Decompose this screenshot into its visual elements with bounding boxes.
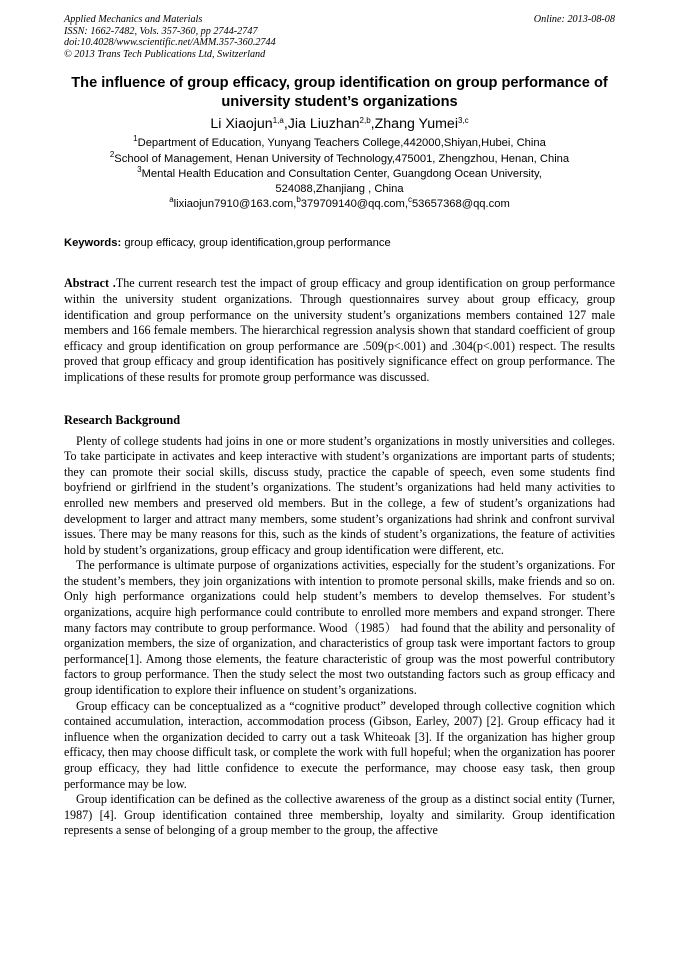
keywords-text: group efficacy, group identification,group performance [124,237,391,250]
paper-page [64,14,615,839]
affiliation-line [64,164,615,182]
email-address: lixiaojun7910@163.com, [173,198,297,211]
author-name: Zhang Yumei [374,116,458,133]
section-heading: Research Background [64,412,181,427]
abstract-text: The current research test the impact of group efficacy and group identification on group performance within the university student organizations. Through questionnaires survey about group efficacy, group identification and group performance on the university student’s organizations members contained 127 male members and 166 female members. The hierarchical regression analysis shown that standard coefficient of group efficacy and group identification on group performance are .509(p<.001) and .304(p<.001) respect. The results proved that group efficacy and group identification has positively significance effect on group performance. The implications of these results for promote group performance was discussed. [64,276,615,384]
email-superscript: b [296,195,301,205]
affiliation-superscript: 2 [109,149,115,159]
email-address: 53657368@qq.com [411,198,510,211]
keywords-label: Keywords: [64,237,122,250]
email-superscript: a [169,195,174,205]
keywords [64,236,615,250]
affiliation-superscript: 1 [133,134,138,144]
affiliation-text: 524088,Zhanjiang , China [275,182,404,195]
affiliation-text: Mental Health Education and Consultation Center, Guangdong Ocean University, [141,167,542,180]
abstract-label: Abstract . [64,276,116,291]
email-line [64,197,615,212]
journal-header [64,14,615,60]
author-superscript: 1,a [272,116,284,126]
author-name: Jia Liuzhan [287,116,360,133]
journal-doi: doi:10.4028/www.scientific.net/AMM.357-360.2744 [64,37,276,49]
body-paragraph: The performance is ultimate purpose of organizations activities, especially for the student’s organizations. For the student’s members, they join organizations with intention to promote personal skills, make friends and so on. Only high performance organizations could help student’s members to develop themselves. For student’s organizations, acquire high performance could contribute to enrolled more members and expand stronger. There many factors may contribute to group performance. Wood（1985） had found that the ability and personality of organization members, the size of organization, and characteristics of group task were important factors to group performance[1]. Among those elements, the feature characteristic of group was the most powerful contributory factors to group performance. Then the study select the most two outstanding factors such as group efficacy and group identification to explore their influence on student’s organizations. [64,558,615,698]
author-name: Li Xiaojun [210,116,273,133]
body-paragraph: Group efficacy can be conceptualized as a “cognitive product” developed through collective cognition which contained accumulation, interaction, accommodation process (Gibson, Earley, 2007) [2]. Group efficacy had it influence when the organization decided to carry out a task Whiteoak [3]. If the organization has higher group efficacy, then may choose difficult task, or complete the work with full hopeful; when the organization has poorer group efficacy, they had little confidence to execute the performance, may choose easy task, then group performance may be low. [64,698,615,791]
affiliation-line [64,149,615,167]
author-superscript: 2,b [359,116,371,126]
affiliation-text: School of Management, Henan University of Technology,475001, Zhengzhou, Henan, China [114,152,570,165]
abstract [64,276,615,385]
author-separator: , [283,116,288,133]
affiliation-text: Department of Education, Yunyang Teachers College,442000,Shiyan,Hubei, China [137,137,546,150]
journal-name: Applied Mechanics and Materials [64,14,203,25]
paper-title: The influence of group efficacy, group identification on group performance of university student’s organizations [71,75,608,111]
affiliation-line [64,182,615,197]
author-superscript: 3,c [457,116,469,126]
affiliation-superscript: 3 [137,164,142,174]
online-date: Online: 2013-08-08 [533,14,615,25]
journal-copyright: © 2013 Trans Tech Publications Ltd, Switzerland [64,48,266,60]
author-separator: , [370,116,375,133]
email-superscript: c [407,195,412,205]
body-paragraph: Plenty of college students had joins in one or more student’s organizations in mostly universities and colleges. To take participate in activates and keep interactive with student’s organizations are important parts of students; they can promote their social skills, discuss study, practice the capable of speech, even some students find boyfriend or girlfriend in the student’s organizations. The student’s organizations had held many activities to enrolled new members and preserved old members. But in the college, a few of student’s organizations had development to larger and attract many members, some student’s organizations had shrink and confront survival issues. There may be many reasons for this, such as the kinds of student’s organizations, the feature of activities hold by student’s organizations, group efficacy and group identification were different, etc. [64,433,615,557]
body-paragraph: Group identification can be defined as the collective awareness of the group as a distinct social entity (Turner, 1987) [4]. Group identification contained three membership, loyalty and similarity. Group identification represents a sense of belonging of a group member to the group, the affective [64,792,615,838]
author-list [64,115,615,133]
email-address: 379709140@qq.com, [300,198,408,211]
affiliation-line [64,136,615,151]
journal-issn: ISSN: 1662-7482, Vols. 357-360, pp 2744-2747 [64,25,258,37]
affiliations [64,136,615,212]
